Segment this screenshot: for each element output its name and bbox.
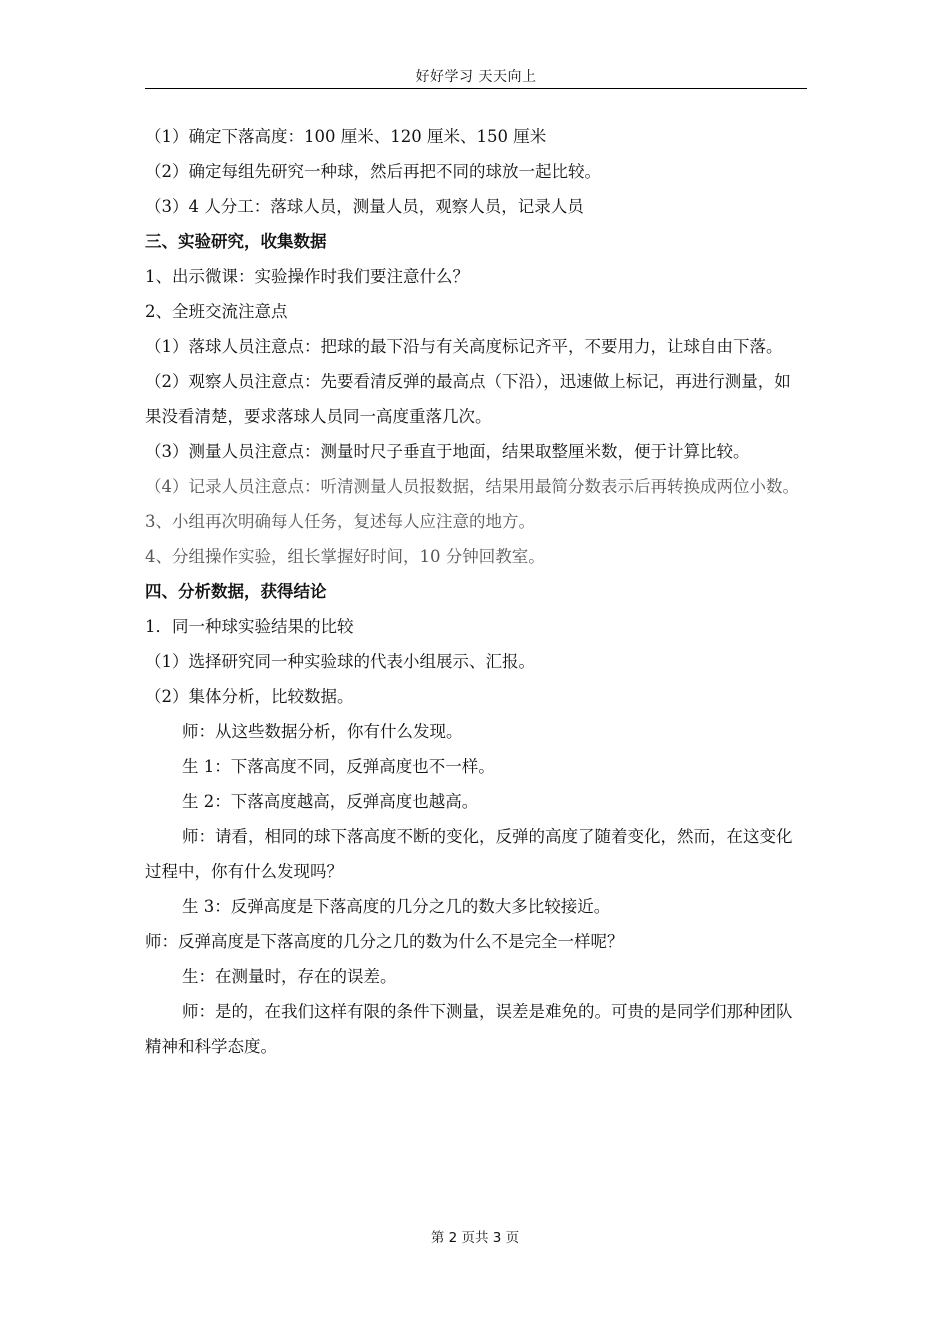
step-study-ball: （2）确定每组先研究一种球，然后再把不同的球放一起比较。: [145, 162, 601, 181]
step-determine-height: （1）确定下落高度：100 厘米、120 厘米、150 厘米: [145, 127, 547, 146]
list-item-micro-lesson: 1、出示微课：实验操作时我们要注意什么？: [145, 267, 469, 286]
list-item-group-tasks: 3、小组再次明确每人任务，复述每人应注意的地方。: [145, 512, 535, 531]
step-role-division: （3）4 人分工：落球人员，测量人员，观察人员，记录人员: [145, 197, 584, 216]
section-heading-4: 四、分析数据，获得结论: [145, 582, 327, 601]
note-measurer: （3）测量人员注意点：测量时尺子垂直于地面，结果取整厘米数，便于计算比较。: [145, 442, 750, 461]
list-item-group-experiment: 4、分组操作实验，组长掌握好时间，10 分钟回教室。: [145, 547, 545, 566]
dialogue-teacher-2: 师：请看，相同的球下落高度不断的变化，反弹的高度了随着变化，然而，在这变化过程中，你有什么发现吗？: [145, 827, 793, 881]
dialogue-student-2: 生 2：下落高度越高，反弹高度也越高。: [182, 792, 479, 811]
section-heading-3: 三、实验研究，收集数据: [145, 232, 327, 251]
dialogue-student-3: 生 3：反弹高度是下落高度的几分之几的数大多比较接近。: [182, 897, 611, 916]
subheading-same-ball: 1．同一种球实验结果的比较: [145, 617, 354, 636]
page-header-title: 好好学习 天天向上: [415, 69, 537, 85]
list-item-class-discussion: 2、全班交流注意点: [145, 302, 288, 321]
dialogue-teacher-3: 师：反弹高度是下落高度的几分之几的数为什么不是完全一样呢？: [145, 932, 624, 951]
page-number: 第 2 页共 3 页: [430, 1230, 520, 1246]
step-group-report: （1）选择研究同一种实验球的代表小组展示、汇报。: [145, 652, 535, 671]
dialogue-student-1: 生 1：下落高度不同，反弹高度也不一样。: [182, 757, 495, 776]
note-observer: （2）观察人员注意点：先要看清反弹的最高点（下沿），迅速做上标记，再进行测量，如果没看清楚，要求落球人员同一高度重落几次。: [145, 372, 791, 426]
document-body: [145, 119, 807, 1064]
header-rule: [145, 88, 807, 89]
step-collective-analysis: （2）集体分析，比较数据。: [145, 687, 354, 706]
dialogue-teacher-4: 师：是的，在我们这样有限的条件下测量，误差是难免的。可贵的是同学们那种团队精神和科学态度。: [145, 1002, 793, 1056]
note-dropper: （1）落球人员注意点：把球的最下沿与有关高度标记齐平，不要用力，让球自由下落。: [145, 337, 783, 356]
note-recorder: （4）记录人员注意点：听清测量人员报数据，结果用最简分数表示后再转换成两位小数。: [145, 477, 799, 496]
dialogue-teacher-1: 师：从这些数据分析，你有什么发现。: [182, 722, 463, 741]
dialogue-student-4: 生：在测量时，存在的误差。: [182, 967, 397, 986]
